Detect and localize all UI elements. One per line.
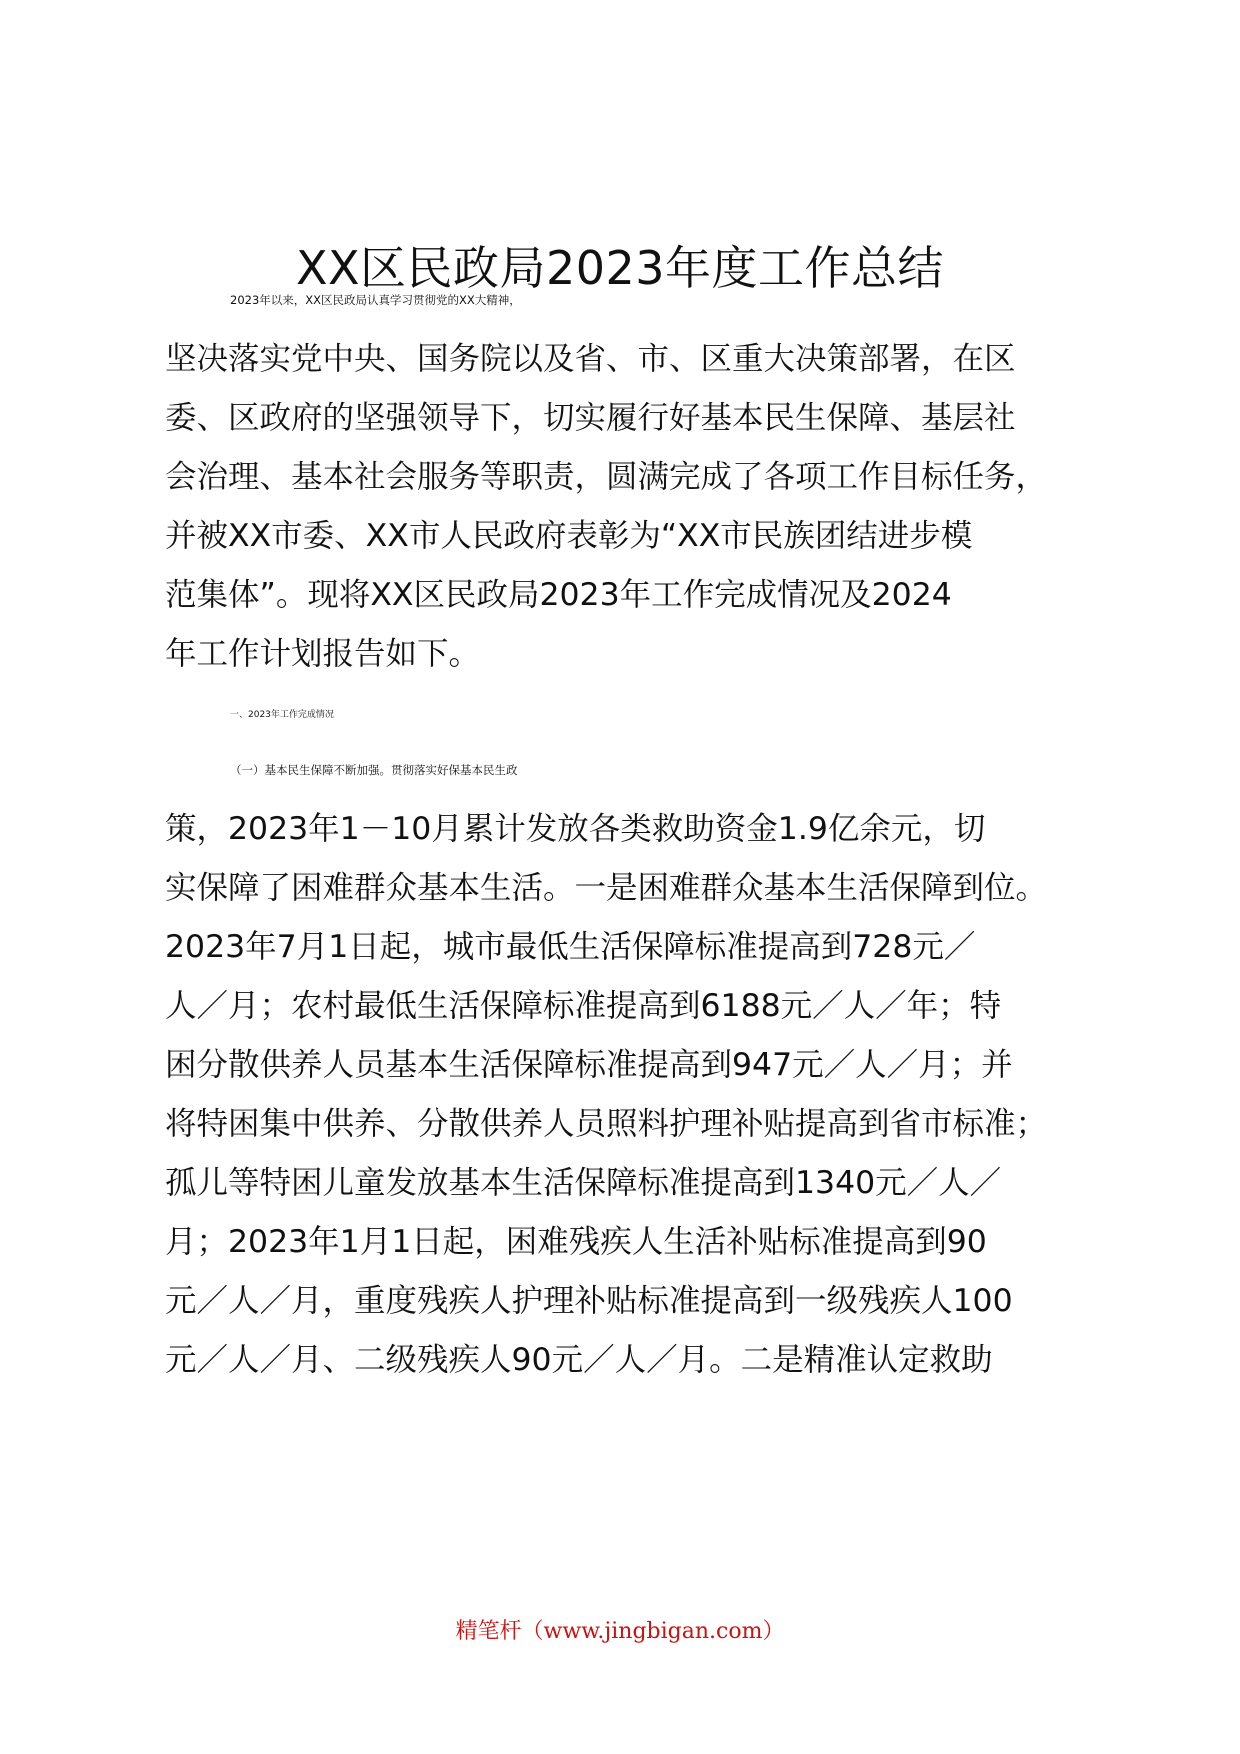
section-heading: 一、2023年工作完成情况: [230, 710, 334, 720]
paragraph-line: 2023年以来，XX区民政局认真学习贯彻党的XX大精神，: [230, 293, 521, 307]
paragraph-line: 策，2023年1－10月累计发放各类救助资金1.9亿余元，切: [165, 811, 986, 847]
paragraph-line: 困分散供养人员基本生活保障标准提高到947元／人／月；并: [165, 1047, 1013, 1083]
paragraph-line: 2023年7月1日起，城市最低生活保障标准提高到728元／: [165, 929, 976, 965]
paragraph-line: 月；2023年1月1日起，困难残疾人生活补贴标准提高到90: [165, 1224, 987, 1260]
paragraph-line: 年工作计划报告如下。: [165, 636, 481, 672]
paragraph-line: 并被XX市委、XX市人民政府表彰为“XX市民族团结进步模: [165, 518, 973, 554]
paragraph-line: 坚决落实党中央、国务院以及省、市、区重大决策部署，在区: [165, 341, 1016, 377]
document-title: XX区民政局2023年度工作总结: [295, 241, 945, 295]
paragraph-line: 会治理、基本社会服务等职责，圆满完成了各项工作目标任务，: [165, 459, 1048, 495]
paragraph-line: 元／人／月、二级残疾人90元／人／月。二是精准认定救助: [165, 1342, 993, 1378]
paragraph-line: 将特困集中供养、分散供养人员照料护理补贴提高到省市标准；: [165, 1106, 1048, 1142]
paragraph-line: 人／月；农村最低生活保障标准提高到6188元／人／年；特: [165, 988, 1002, 1024]
paragraph-line: （一）基本民生保障不断加强。贯彻落实好保基本民生政: [230, 763, 518, 777]
paragraph-line: 元／人／月，重度残疾人护理补贴标准提高到一级残疾人100: [165, 1283, 1013, 1319]
paragraph-line: 实保障了困难群众基本生活。一是困难群众基本生活保障到位。: [165, 870, 1048, 906]
paragraph-line: 委、区政府的坚强领导下，切实履行好基本民生保障、基层社: [165, 400, 1016, 436]
paragraph-line: 孤儿等特困儿童发放基本生活保障标准提高到1340元／人／: [165, 1165, 1002, 1201]
footer-watermark: 精笔杆（www.jingbigan.com）: [455, 1619, 785, 1644]
paragraph-line: 范集体”。现将XX区民政局2023年工作完成情况及2024: [165, 577, 952, 613]
